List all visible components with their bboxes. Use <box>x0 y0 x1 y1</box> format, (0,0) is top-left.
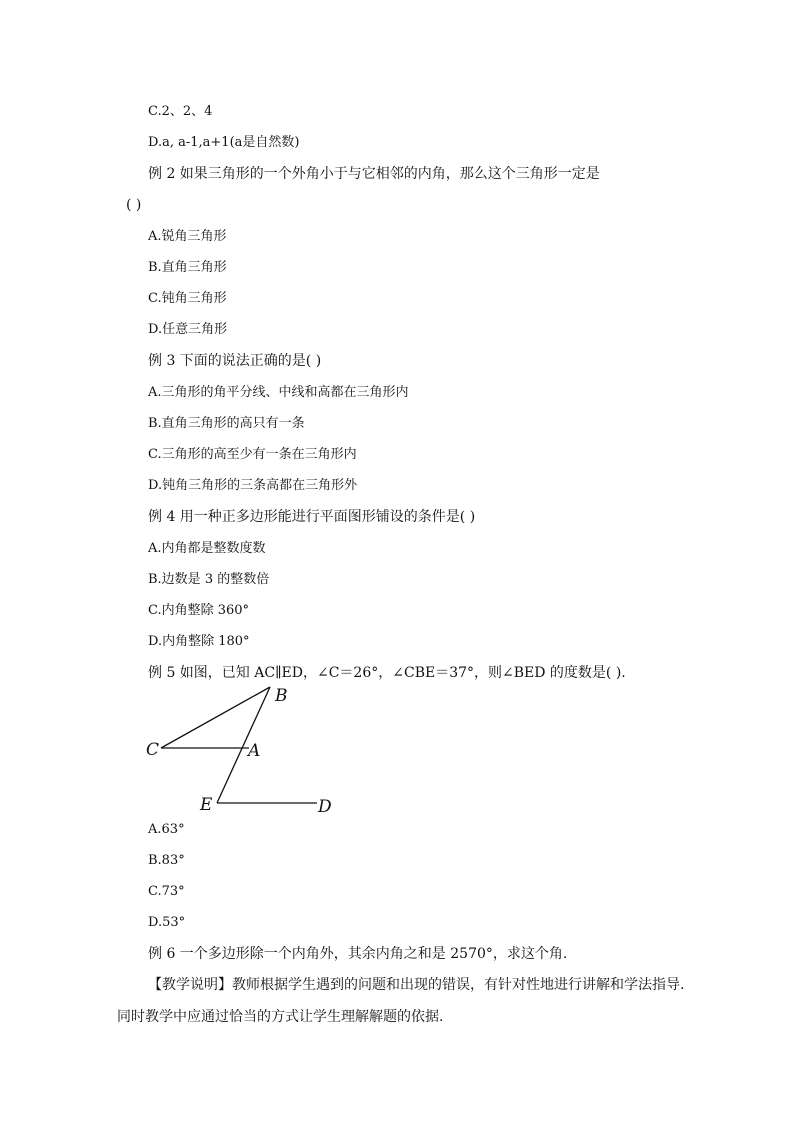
q2-option-a: A.锐角三角形 <box>148 229 227 244</box>
q5-option-b: B.83° <box>148 853 185 868</box>
q2-option-d: D.任意三角形 <box>148 322 228 337</box>
q1-option-c: C.2、2、4 <box>148 104 213 119</box>
q3-option-c: C.三角形的高至少有一条在三角形内 <box>148 447 357 462</box>
triangle-figure <box>140 682 350 814</box>
q2-stem: 例 2 如果三角形的一个外角小于与它相邻的内角，那么这个三角形一定是 <box>148 166 600 182</box>
q1-option-d: D.a, a-1,a+1(a是自然数) <box>148 135 300 150</box>
q3-stem: 例 3 下面的说法正确的是( ) <box>148 353 322 369</box>
q6-stem: 例 6 一个多边形除一个内角外，其余内角之和是 2570°，求这个角. <box>148 946 568 962</box>
q5-stem: 例 5 如图，已知 AC∥ED，∠C＝26°，∠CBE＝37°，则∠BED 的度数是( ). <box>148 665 626 681</box>
label-a: A <box>248 741 261 761</box>
segment-cb <box>161 687 270 748</box>
q2-option-b: B.直角三角形 <box>148 260 227 275</box>
q3-option-d: D.钝角三角形的三条高都在三角形外 <box>148 478 358 493</box>
label-c: C <box>146 740 160 760</box>
q3-option-b: B.直角三角形的高只有一条 <box>148 416 305 431</box>
q4-option-b: B.边数是 3 的整数倍 <box>148 572 270 587</box>
q3-option-a: A.三角形的角平分线、中线和高都在三角形内 <box>148 385 409 400</box>
segment-be <box>217 687 270 803</box>
q5-option-d: D.53° <box>148 915 186 930</box>
q4-stem: 例 4 用一种正多边形能进行平面图形铺设的条件是( ) <box>148 509 476 525</box>
q5-option-c: C.73° <box>148 884 185 899</box>
teaching-note-line1: 【教学说明】教师根据学生遇到的问题和出现的错误，有针对性地进行讲解和学法指导. <box>148 977 685 993</box>
label-e: E <box>200 795 213 814</box>
q5-option-a: A.63° <box>148 822 185 837</box>
q4-option-d: D.内角整除 180° <box>148 634 250 649</box>
q4-option-c: C.内角整除 360° <box>148 603 250 618</box>
q2-blank: ( ) <box>126 197 142 213</box>
q2-option-c: C.钝角三角形 <box>148 291 227 306</box>
label-b: B <box>275 686 288 706</box>
q4-option-a: A.内角都是整数度数 <box>148 541 266 556</box>
label-d: D <box>318 797 332 814</box>
teaching-note-line2: 同时教学中应通过恰当的方式让学生理解解题的依据. <box>117 1009 444 1025</box>
